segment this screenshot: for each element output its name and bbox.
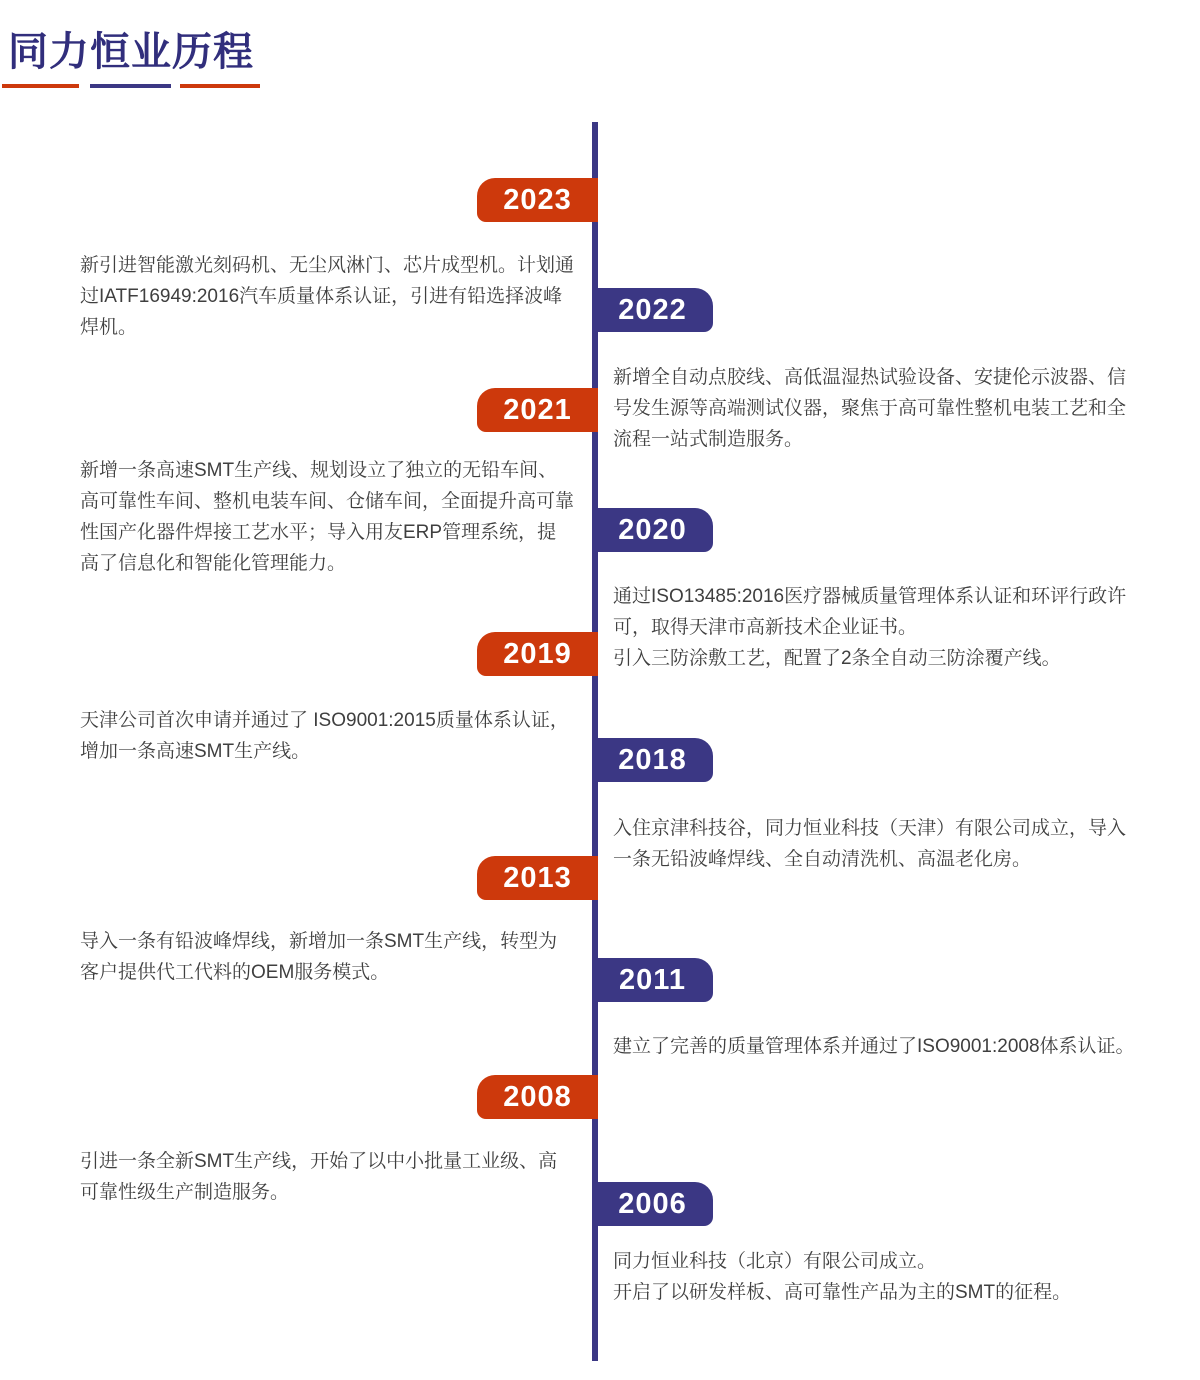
page-title: 同力恒业历程 [8,30,254,74]
timeline-paragraph: 新增全自动点胶线、高低温湿热试验设备、安捷伦示波器、信号发生源等高端测试仪器，聚焦于高可靠性整机电装工艺和全流程一站式制造服务。 [613,367,1127,450]
timeline-paragraph: 同力恒业科技（北京）有限公司成立。 [613,1251,937,1272]
title-underline-orange-2 [180,84,260,88]
year-badge-2011: 2011 [592,958,713,1002]
timeline-text-2020 [613,581,1140,674]
timeline-paragraph: 天津公司首次申请并通过了 ISO9001:2015质量体系认证，增加一条高速SMT生产线。 [80,710,569,762]
timeline-paragraph: 开启了以研发样板、高可靠性产品为主的SMT的征程。 [613,1282,1072,1303]
title-underline-orange-1 [2,84,79,88]
timeline-paragraph: 通过ISO13485:2016医疗器械质量管理体系认证和环评行政许可，取得天津市高新技术企业证书。 [613,586,1127,638]
year-badge-2023: 2023 [477,178,598,222]
year-badge-2019: 2019 [477,632,598,676]
timeline-paragraph: 引入三防涂敷工艺，配置了2条全自动三防涂覆产线。 [613,648,1061,669]
year-badge-2021: 2021 [477,388,598,432]
timeline-text-2013 [80,926,574,988]
timeline-text-2021 [80,455,574,579]
timeline-text-2018 [613,813,1140,875]
timeline-text-2023 [80,250,574,343]
year-badge-2022: 2022 [592,288,713,332]
timeline-text-2019 [80,705,574,767]
timeline-paragraph: 入住京津科技谷，同力恒业科技（天津）有限公司成立，导入一条无铅波峰焊线、全自动清洗机、高温老化房。 [613,818,1127,870]
year-badge-2006: 2006 [592,1182,713,1226]
timeline-paragraph: 建立了完善的质量管理体系并通过了ISO9001:2008体系认证。 [613,1036,1135,1057]
timeline-paragraph: 导入一条有铅波峰焊线，新增加一条SMT生产线，转型为客户提供代工代料的OEM服务模式。 [80,931,558,983]
year-badge-2008: 2008 [477,1075,598,1119]
year-badge-2013: 2013 [477,856,598,900]
timeline-text-2011 [613,1031,1140,1062]
timeline-paragraph: 引进一条全新SMT生产线，开始了以中小批量工业级、高可靠性级生产制造服务。 [80,1151,558,1203]
year-badge-2020: 2020 [592,508,713,552]
timeline-paragraph: 新增一条高速SMT生产线、规划设立了独立的无铅车间、高可靠性车间、整机电装车间、仓储车间，全面提升高可靠性国产化器件焊接工艺水平；导入用友ERP管理系统，提高了信息化和智能化管理能力。 [80,460,575,574]
timeline-paragraph: 新引进智能激光刻码机、无尘风淋门、芯片成型机。计划通过IATF16949:2016汽车质量体系认证，引进有铅选择波峰焊机。 [80,255,575,338]
year-badge-2018: 2018 [592,738,713,782]
title-underline-navy [90,84,171,88]
timeline-text-2008 [80,1146,574,1208]
timeline-text-2022 [613,362,1140,455]
timeline-text-2006 [613,1246,1140,1308]
